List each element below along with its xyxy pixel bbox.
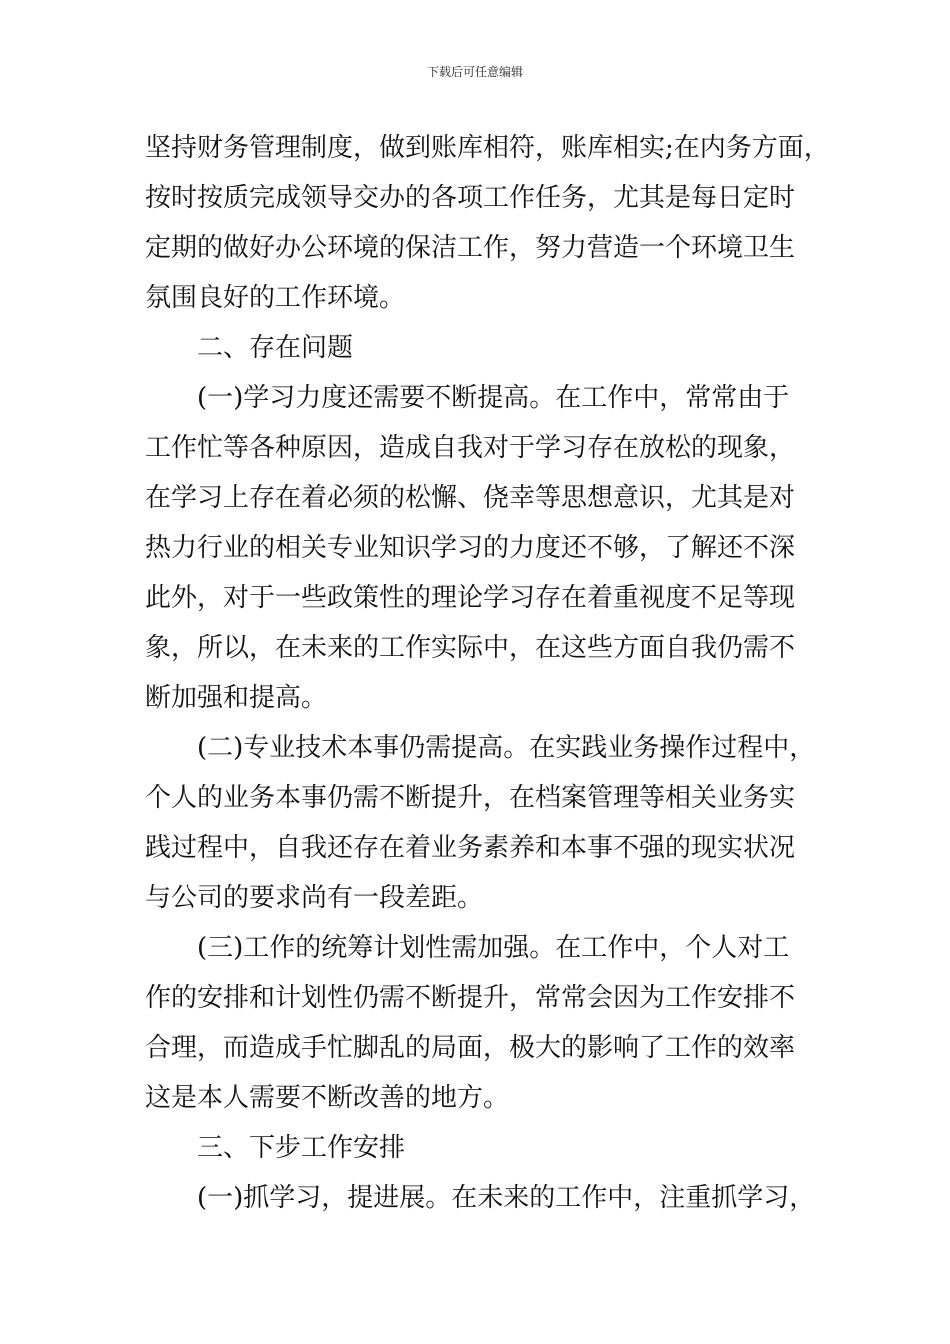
text-line: 践过程中，自我还存在着业务素养和本事不强的现实状况 xyxy=(145,833,796,863)
text-line: 这是本人需要不断改善的地方。 xyxy=(145,1083,510,1113)
text-line: 定期的做好办公环境的保洁工作，努力营造一个环境卫生 xyxy=(145,233,796,263)
text-line: (一)抓学习，提进展。在未来的工作中，注重抓学习， xyxy=(197,1183,816,1213)
section-heading: 三、下步工作安排 xyxy=(197,1133,406,1163)
text-line: (一)学习力度还需要不断提高。在工作中，常常由于 xyxy=(197,383,790,413)
text-line: 按时按质完成领导交办的各项工作任务，尤其是每日定时 xyxy=(145,183,796,213)
text-line: 与公司的要求尚有一段差距。 xyxy=(145,883,484,913)
text-line: (三)工作的统筹计划性需加强。在工作中，个人对工 xyxy=(197,933,790,963)
text-line: 热力行业的相关专业知识学习的力度还不够，了解还不深 xyxy=(145,533,796,563)
text-line: 合理，而造成手忙脚乱的局面，极大的影响了工作的效率 xyxy=(145,1033,796,1063)
text-line: 坚持财务管理制度，做到账库相符，账库相实;在内务方面， xyxy=(145,133,830,163)
text-line: 在学习上存在着必须的松懈、侥幸等思想意识，尤其是对 xyxy=(145,483,796,513)
text-line: 氛围良好的工作环境。 xyxy=(145,283,406,313)
section-heading: 二、存在问题 xyxy=(197,333,354,363)
text-line: 作的安排和计划性仍需不断提升，常常会因为工作安排不 xyxy=(145,983,796,1013)
text-line: 工作忙等各种原因，造成自我对于学习存在放松的现象， xyxy=(145,433,796,463)
page-header: 下载后可任意编辑 xyxy=(426,65,523,79)
text-line: 个人的业务本事仍需不断提升，在档案管理等相关业务实 xyxy=(145,783,796,813)
text-line: 此外，对于一些政策性的理论学习存在着重视度不足等现 xyxy=(145,583,796,613)
text-line: 断加强和提高。 xyxy=(145,683,328,713)
text-line: (二)专业技术本事仍需提高。在实践业务操作过程中， xyxy=(197,733,816,763)
text-line: 象，所以，在未来的工作实际中，在这些方面自我仍需不 xyxy=(145,633,796,663)
